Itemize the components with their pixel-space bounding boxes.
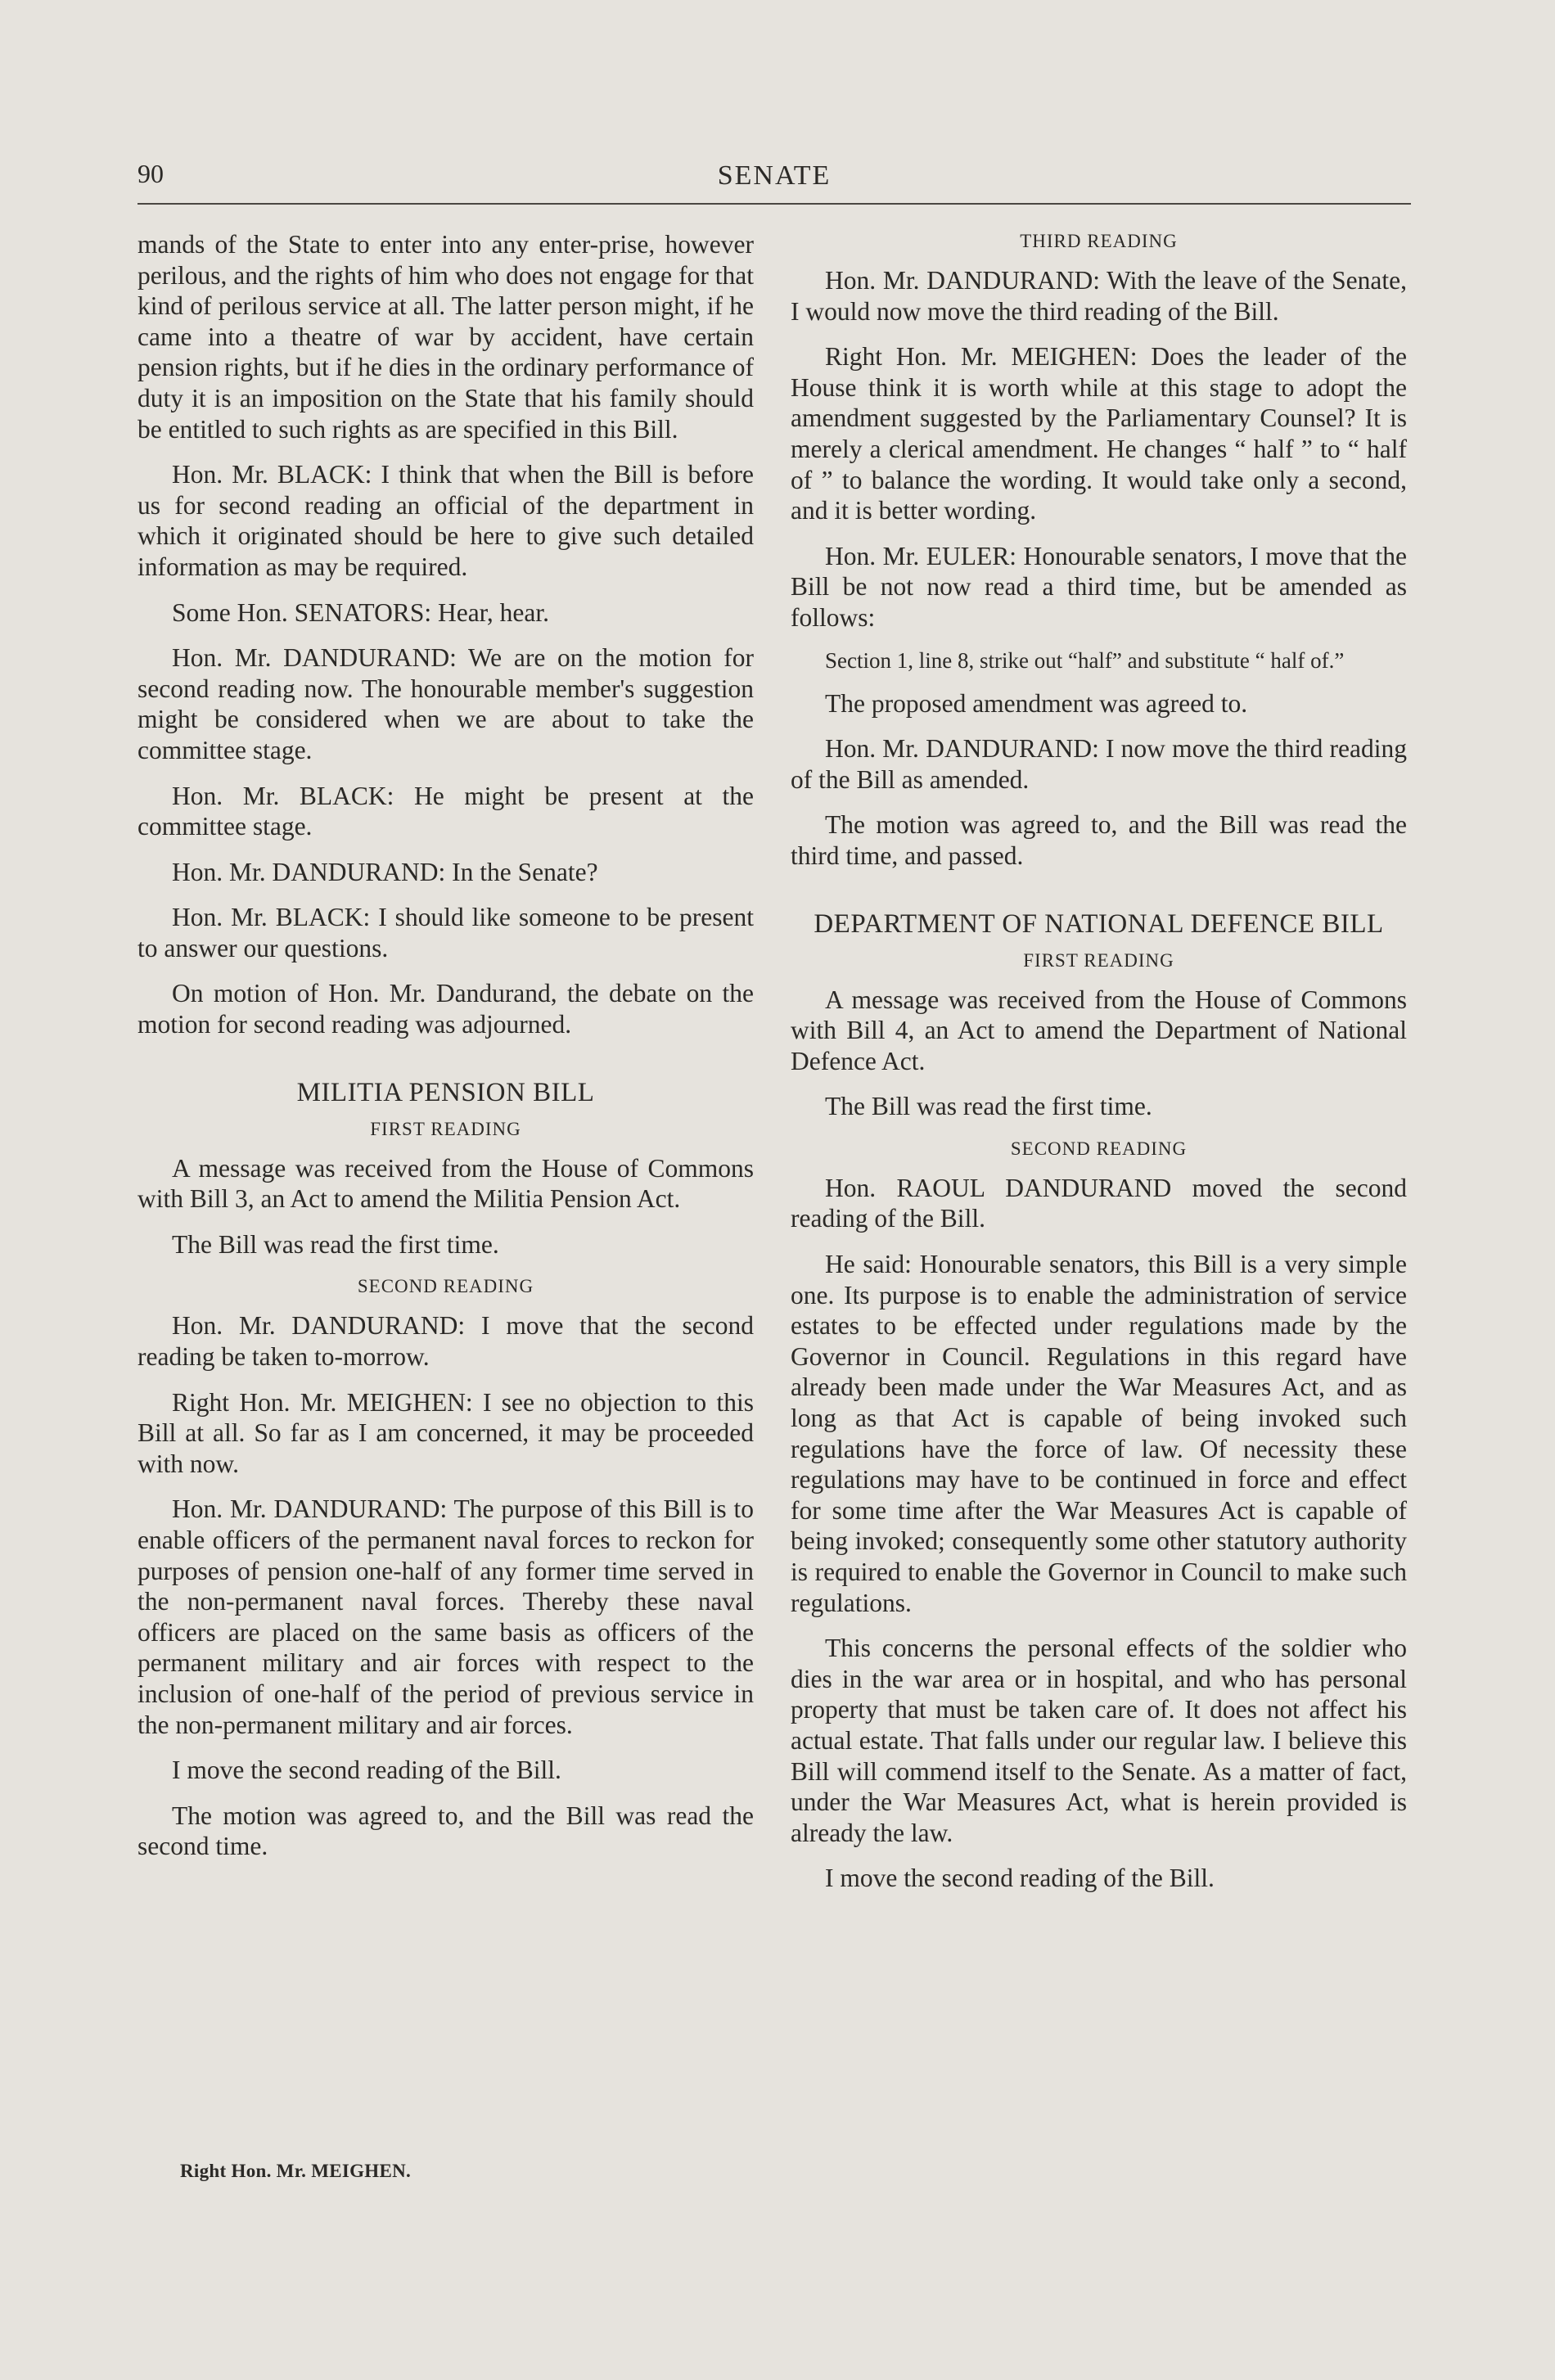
paragraph: Hon. Mr. DANDURAND: With the leave of the Senate, I would now move the third reading of the Bill. <box>791 266 1407 326</box>
paragraph: The motion was agreed to, and the Bill was read the third time, and passed. <box>791 810 1407 870</box>
page-number: 90 <box>137 159 164 188</box>
paragraph: This concerns the personal effects of the soldier who dies in the war area or in hospital, and who has personal property that must be taken care of. It does not affect his actual estate. That falls under our regular law. I believe this Bill will commend itself to the Senate. As a matter of fact, under the War Measures Act, what is herein provided is already the law. <box>791 1634 1407 1847</box>
paragraph: He said: Honourable senators, this Bill is a very simple one. Its purpose is to enable the administration of service estates to be effected under regulations made by the Governor in Council. Regulations in this regard have already been made under the War Measures Act, and as long as that Act is capable of being invoked such regulations have the force of law. Of necessity these regulations may have to be continued in force and effect for some time after the War Measures Act is capable of being invoked; consequently some other statutory authority is required to enable the Governor in Council to make such regulations. <box>791 1250 1407 1617</box>
paragraph: I move the second reading of the Bill. <box>825 1864 1215 1893</box>
paragraph: Hon. Mr. DANDURAND: I move that the second reading be taken to-morrow. <box>137 1311 754 1372</box>
paragraph: Hon. Mr. DANDURAND: The purpose of this Bill is to enable officers of the permanent naval forces to reckon for purposes of pension one-half of any former time served in the non-permanent naval forces. Thereby these naval officers are placed on the same basis as officers of the permanent military and air forces with respect to the inclusion of one-half of the period of previous service in the non-permanent military and air forces. <box>137 1494 754 1739</box>
section-heading: MILITIA PENSION BILL <box>296 1077 595 1107</box>
paragraph: The Bill was read the first time. <box>825 1092 1152 1121</box>
paragraph: On motion of Hon. Mr. Dandurand, the debate on the motion for second reading was adjourned. <box>137 979 754 1039</box>
paragraph: The proposed amendment was agreed to. <box>825 688 1248 718</box>
paragraph: mands of the State to enter into any enter-prise, however perilous, and the rights of him who does not engage for that kind of perilous service at all. The latter person might, if he came into a theatre of war by accident, have certain pension rights, but if he dies in the ordinary performance of duty it is an imposition on the State that his family should be entitled to such rights as are specified in this Bill. <box>137 230 754 444</box>
paragraph: Hon. RAOUL DANDURAND moved the second reading of the Bill. <box>791 1173 1407 1233</box>
paragraph: Hon. Mr. DANDURAND: I now move the third reading of the Bill as amended. <box>791 734 1407 794</box>
paragraph: I move the second reading of the Bill. <box>172 1756 561 1785</box>
section-heading: DEPARTMENT OF NATIONAL DEFENCE BILL <box>814 908 1384 939</box>
paragraph: A message was received from the House of Commons with Bill 4, an Act to amend the Department of National Defence Act. <box>791 985 1407 1075</box>
paragraph: Hon. Mr. BLACK: He might be present at the committee stage. <box>137 781 754 841</box>
paragraph: Hon. Mr. BLACK: I should like someone to be present to answer our questions. <box>137 903 754 962</box>
paragraph: The Bill was read the first time. <box>172 1229 499 1259</box>
paragraph: The motion was agreed to, and the Bill was read the second time. <box>137 1801 754 1861</box>
paragraph: Right Hon. Mr. MEIGHEN: Does the leader of the House think it is worth while at this stage to adopt the amendment suggested by the Parliamentary Counsel? It is merely a clerical amendment. He changes “ half ” to “ half of ” to balance the wording. It would take only a second, and it is better wording. <box>791 342 1407 525</box>
running-head <box>137 154 1411 205</box>
paragraph: A message was received from the House of Commons with Bill 3, an Act to amend the Militia Pension Act. <box>137 1153 754 1214</box>
paragraph: Some Hon. SENATORS: Hear, hear. <box>172 597 549 627</box>
sub-heading: FIRST READING <box>1023 949 1174 971</box>
paragraph: Right Hon. Mr. MEIGHEN: I see no objection to this Bill at all. So far as I am concerned, it may be proceeded with now. <box>137 1387 754 1478</box>
paragraph: Hon. Mr. DANDURAND: We are on the motion for second reading now. The honourable member's suggestion might be considered when we are about to take the committee stage. <box>137 643 754 764</box>
sub-heading: FIRST READING <box>370 1118 521 1139</box>
sub-heading: SECOND READING <box>1010 1138 1188 1159</box>
page-title: SENATE <box>717 160 832 191</box>
left-column <box>137 229 754 1877</box>
amendment-quote: Section 1, line 8, strike out “half” and substitute “ half of.” <box>825 647 1345 673</box>
sub-heading: THIRD READING <box>1020 231 1178 251</box>
paragraph: Hon. Mr. EULER: Honourable senators, I move that the Bill be not now read a third time, but be amended as follows: <box>791 541 1407 632</box>
sub-heading: SECOND READING <box>357 1276 534 1297</box>
paragraph: Hon. Mr. BLACK: I think that when the Bill is before us for second reading an official of the department in which it originated should be here to give such detailed information as may be required. <box>137 460 754 581</box>
speaker-footer: Right Hon. Mr. MEIGHEN. <box>180 2161 412 2181</box>
right-column <box>791 229 1407 1909</box>
paragraph: Hon. Mr. DANDURAND: In the Senate? <box>172 857 598 886</box>
